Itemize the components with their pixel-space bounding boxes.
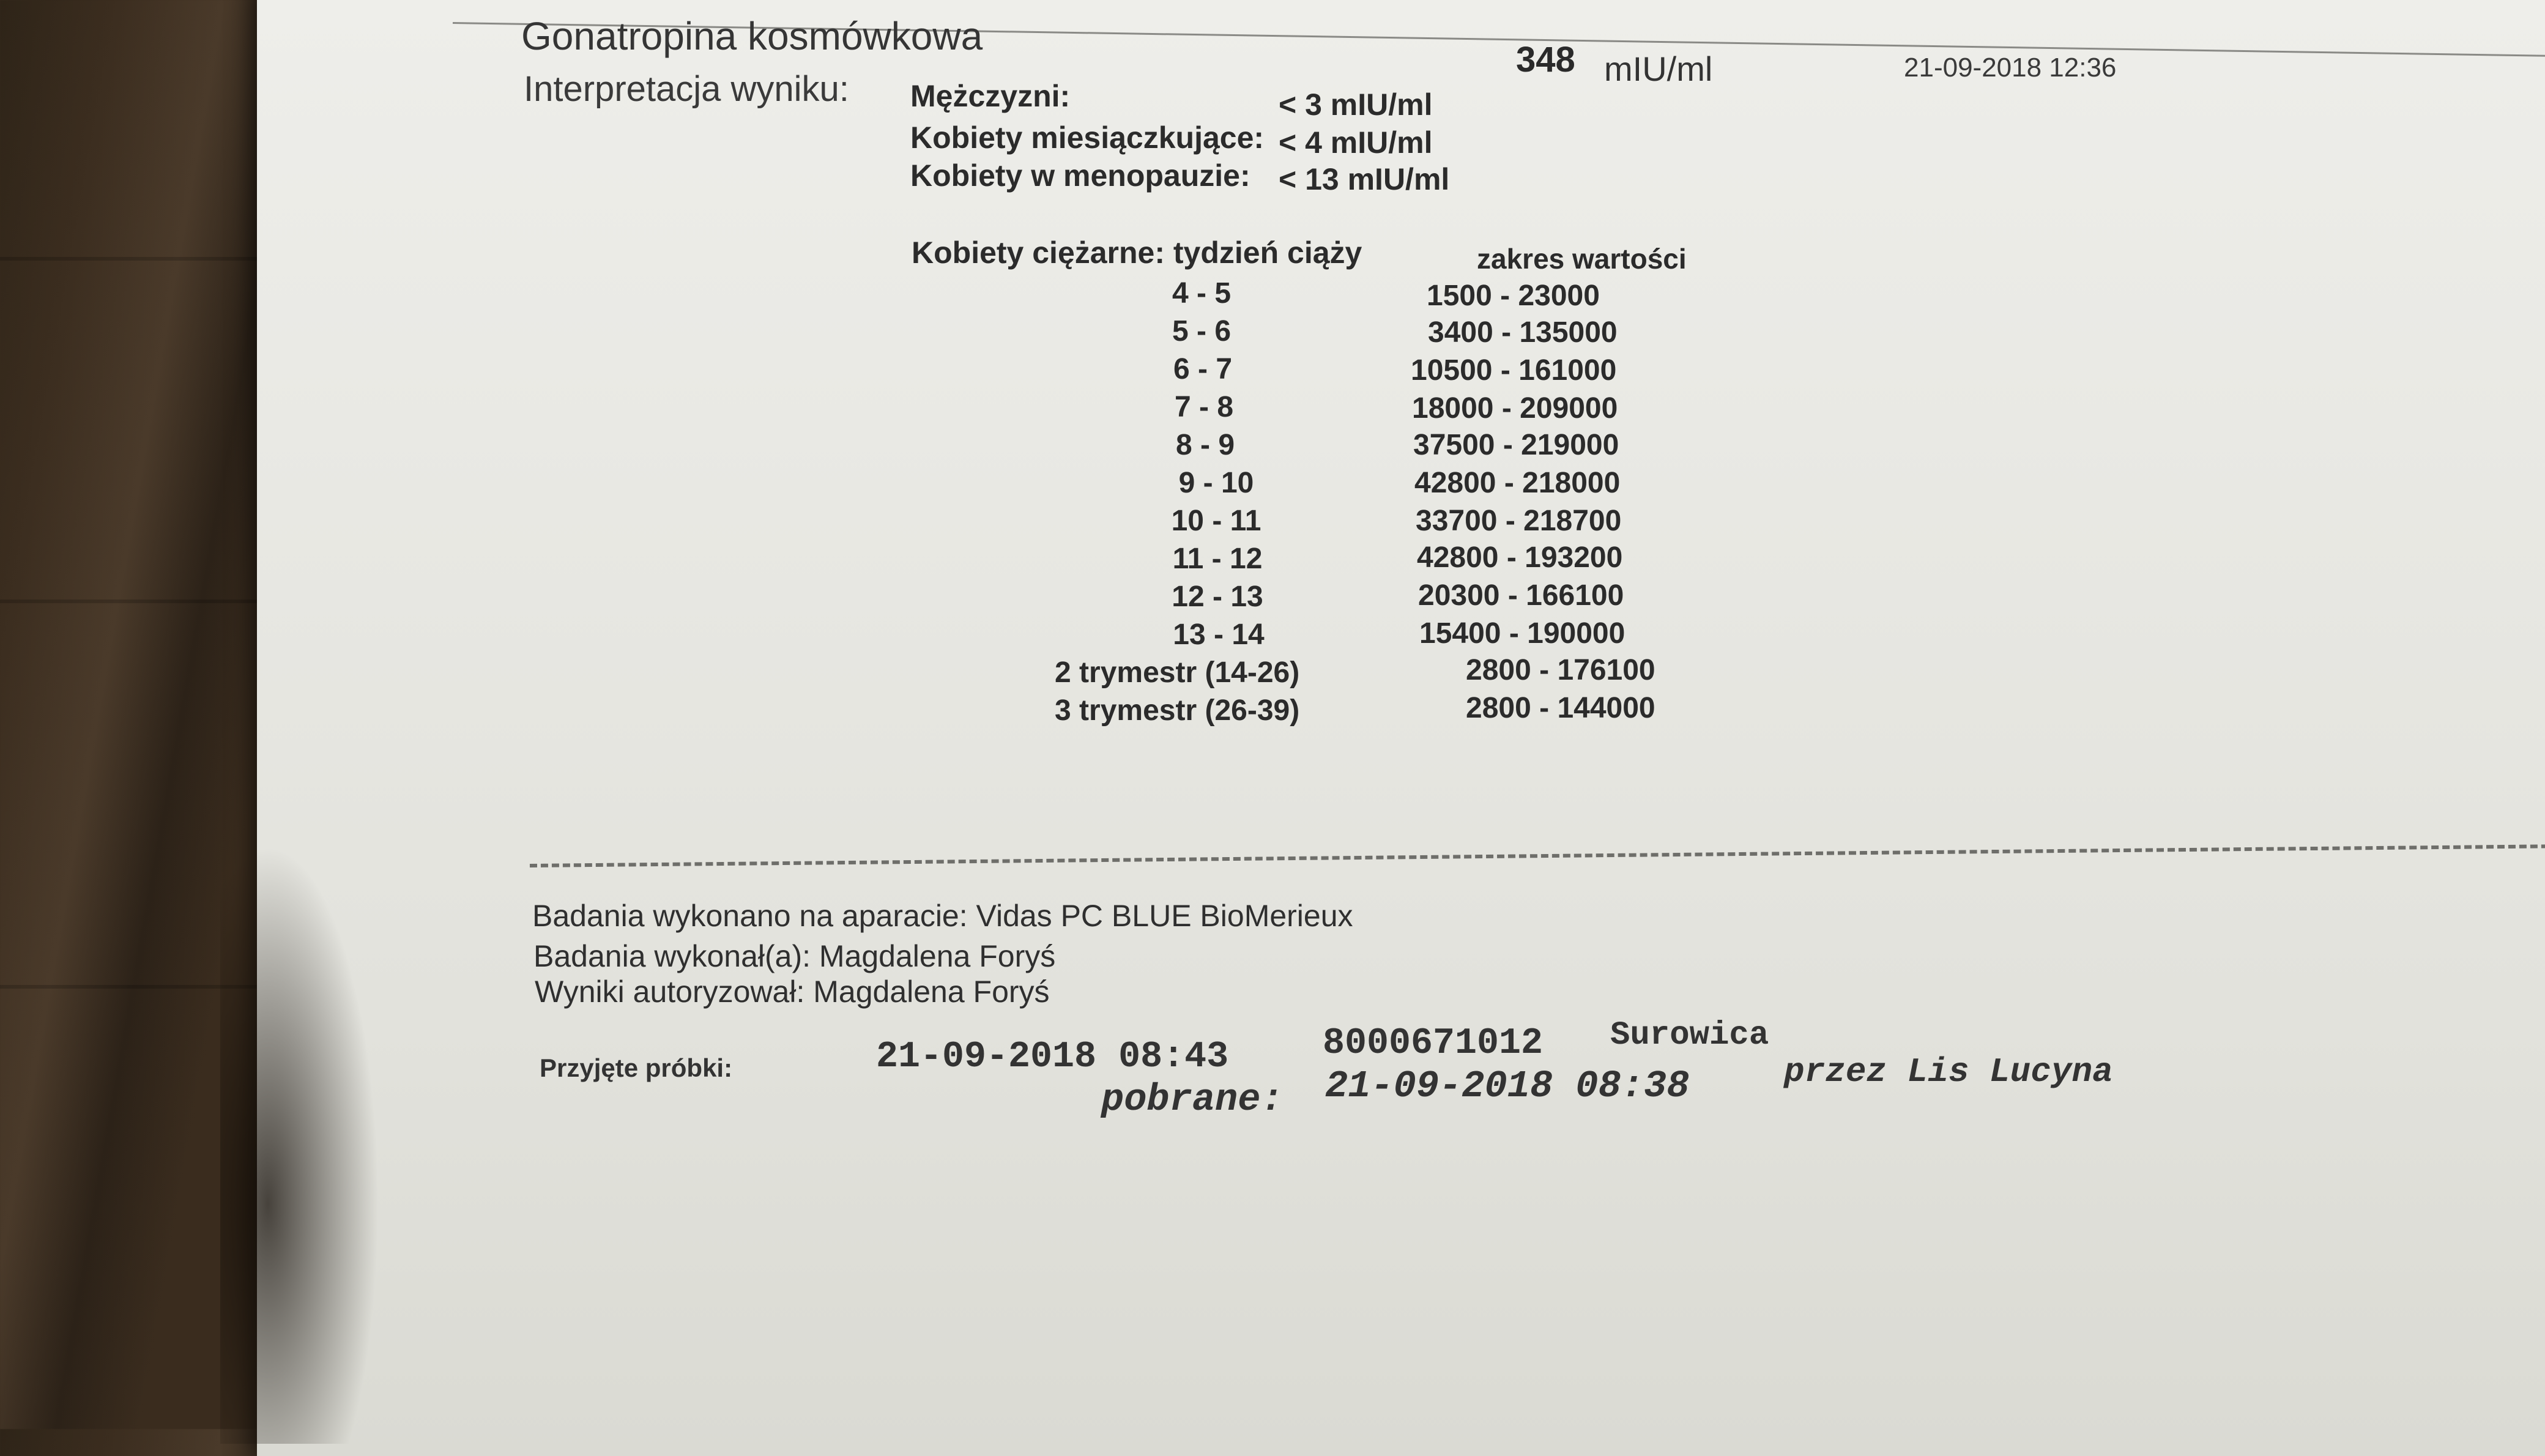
ref-men-value: < 3 mIU/ml [1279,87,1433,122]
table-row-range: 15400 - 190000 [1419,617,1625,650]
sample-id: 8000671012 [1323,1023,1544,1064]
table-row-week: 5 - 6 [1172,315,1232,347]
received-label: Przyjęte próbki: [540,1053,733,1082]
lab-result-sheet [257,0,2545,1456]
table-row-week: 3 trymestr (26-39) [1055,694,1300,727]
table-row-week: 4 - 5 [1172,277,1232,310]
hand-shadow [220,844,379,1444]
table-row-week: 9 - 10 [1178,467,1254,499]
interpretation-label: Interpretacja wyniku: [524,69,849,109]
received-datetime: 21-09-2018 08:43 [876,1036,1229,1078]
table-row-week: 8 - 9 [1175,429,1235,461]
ref-menopause-label: Kobiety w menopauzie: [910,158,1250,193]
table-row-range: 1500 - 23000 [1427,280,1600,312]
table-row-range: 42800 - 193200 [1417,541,1623,574]
table-row-week: 13 - 14 [1173,618,1265,651]
pregnancy-range-header: zakres wartości [1477,243,1687,275]
ref-menstruating-value: < 4 mIU/ml [1279,125,1433,160]
sample-type: Surowica [1610,1017,1769,1054]
ref-menopause-value: < 13 mIU/ml [1279,162,1450,196]
device-info: Badania wykonano na aparacie: Vidas PC BLUE BioMerieux [532,899,1353,933]
result-unit: mIU/ml [1604,50,1713,88]
table-row-range: 33700 - 218700 [1416,505,1622,537]
authorized-by: Wyniki autoryzował: Magdalena Foryś [535,975,1050,1009]
table-row-week: 2 trymestr (14-26) [1055,656,1300,689]
table-row-range: 20300 - 166100 [1418,579,1624,612]
table-row-range: 42800 - 218000 [1414,467,1621,499]
collected-datetime: 21-09-2018 08:38 [1325,1064,1690,1108]
table-row-range: 3400 - 135000 [1428,316,1618,349]
result-datetime: 21-09-2018 12:36 [1904,53,2117,83]
pregnancy-week-header: Kobiety ciężarne: tydzień ciąży [912,236,1362,270]
table-row-range: 37500 - 219000 [1413,429,1619,461]
collected-by: przez Lis Lucyna [1784,1052,2113,1091]
table-row-range: 2800 - 144000 [1466,692,1655,724]
table-row-week: 7 - 8 [1174,391,1234,423]
ref-menstruating-label: Kobiety miesiączkujące: [910,121,1265,155]
table-row-range: 18000 - 209000 [1412,392,1618,425]
collected-label: pobrane: [1101,1078,1284,1121]
table-row-range: 2800 - 176100 [1466,654,1655,686]
table-row-range: 10500 - 161000 [1411,354,1617,387]
ref-men-label: Mężczyzni: [910,79,1071,113]
table-row-week: 12 - 13 [1172,581,1263,613]
table-row-week: 10 - 11 [1171,505,1261,537]
result-value: 348 [1516,40,1575,80]
performed-by: Badania wykonał(a): Magdalena Foryś [533,939,1056,973]
test-name: Gonatropina kosmówkowa [521,14,983,58]
table-row-week: 11 - 12 [1172,543,1263,575]
table-row-week: 6 - 7 [1173,353,1233,385]
